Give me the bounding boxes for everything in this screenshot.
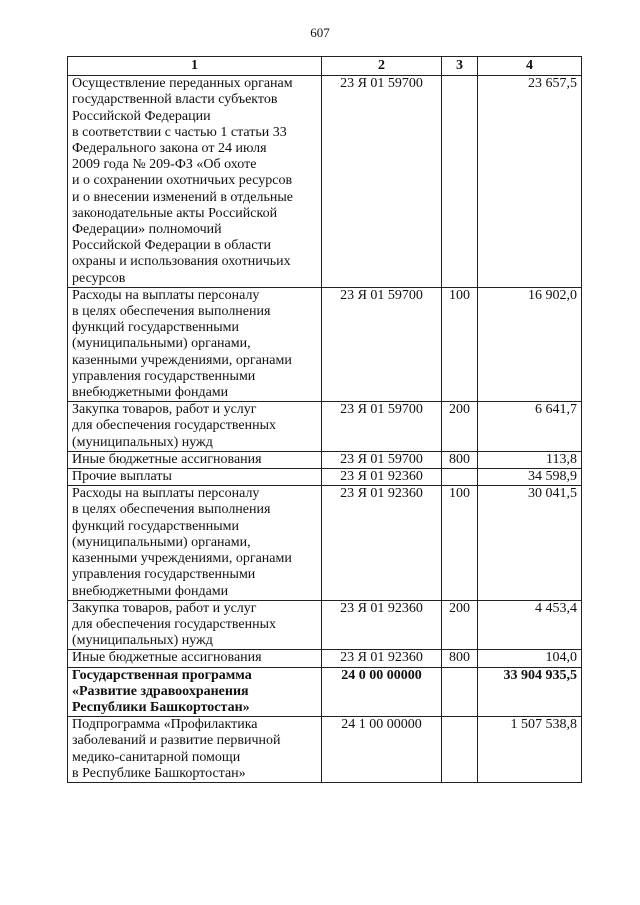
row-amount: 4 453,4 (478, 600, 582, 650)
table-row (68, 486, 582, 600)
row-code: 23 Я 01 59700 (322, 402, 442, 452)
row-code: 23 Я 01 92360 (322, 486, 442, 600)
table-row (68, 451, 582, 468)
row-expense-type: 800 (442, 650, 478, 667)
row-expense-type: 200 (442, 600, 478, 650)
row-expense-type (442, 717, 478, 783)
row-code: 23 Я 01 92360 (322, 600, 442, 650)
row-name: Закупка товаров, работ и услуг для обеспечения государственных (муниципальных) нужд (68, 600, 322, 650)
table-header-row (68, 57, 582, 76)
row-code: 23 Я 01 92360 (322, 650, 442, 667)
row-name: Расходы на выплаты персоналу в целях обеспечения выполнения функций государственными (муниципальными) органами, казенными учреждениями, органами управления государственными внебюджетными фондами (68, 287, 322, 401)
row-name: Подпрограмма «Профилактика заболеваний и развитие первичной медико-санитарной помощи в Республике Башкортостан» (68, 717, 322, 783)
row-name: Иные бюджетные ассигнования (68, 451, 322, 468)
row-expense-type: 100 (442, 287, 478, 401)
row-name: Расходы на выплаты персоналу в целях обеспечения выполнения функций государственными (муниципальными) органами, казенными учреждениями, органами управления государственными внебюджетными фондами (68, 486, 322, 600)
row-code: 23 Я 01 92360 (322, 469, 442, 486)
row-expense-type (442, 76, 478, 288)
table-row (68, 287, 582, 401)
row-amount: 113,8 (478, 451, 582, 468)
table-row (68, 469, 582, 486)
table-row-program (68, 667, 582, 717)
row-name: Государственная программа «Развитие здравоохранения Республики Башкортостан» (68, 667, 322, 717)
row-expense-type: 200 (442, 402, 478, 452)
row-expense-type (442, 667, 478, 717)
row-code: 24 0 00 00000 (322, 667, 442, 717)
row-name: Закупка товаров, работ и услуг для обеспечения государственных (муниципальных) нужд (68, 402, 322, 452)
column-header-1: 1 (68, 57, 322, 76)
column-header-4: 4 (478, 57, 582, 76)
row-amount: 6 641,7 (478, 402, 582, 452)
row-name: Осуществление переданных органам государственной власти субъектов Российской Федерации в соответствии с частью 1 статьи 33 Федерального закона от 24 июля 2009 года № 209-ФЗ «Об охоте и о сохранении охотничьих ресурсов и о внесении изменений в отдельные законодательные акты Российской Федерации» полномочий Российской Федерации в области охраны и использования охотничьих ресурсов (68, 76, 322, 288)
column-header-3: 3 (442, 57, 478, 76)
column-header-2: 2 (322, 57, 442, 76)
row-expense-type (442, 469, 478, 486)
row-name: Иные бюджетные ассигнования (68, 650, 322, 667)
row-amount: 16 902,0 (478, 287, 582, 401)
row-code: 23 Я 01 59700 (322, 287, 442, 401)
row-amount: 23 657,5 (478, 76, 582, 288)
row-code: 23 Я 01 59700 (322, 76, 442, 288)
row-amount: 34 598,9 (478, 469, 582, 486)
row-code: 24 1 00 00000 (322, 717, 442, 783)
row-amount: 33 904 935,5 (478, 667, 582, 717)
page-number: 607 (310, 25, 330, 40)
table-row (68, 76, 582, 288)
row-code: 23 Я 01 59700 (322, 451, 442, 468)
table-row (68, 717, 582, 783)
budget-table (67, 56, 582, 783)
row-amount: 30 041,5 (478, 486, 582, 600)
row-name: Прочие выплаты (68, 469, 322, 486)
row-amount: 1 507 538,8 (478, 717, 582, 783)
table-row (68, 650, 582, 667)
row-amount: 104,0 (478, 650, 582, 667)
row-expense-type: 800 (442, 451, 478, 468)
table-row (68, 402, 582, 452)
row-expense-type: 100 (442, 486, 478, 600)
table-row (68, 600, 582, 650)
